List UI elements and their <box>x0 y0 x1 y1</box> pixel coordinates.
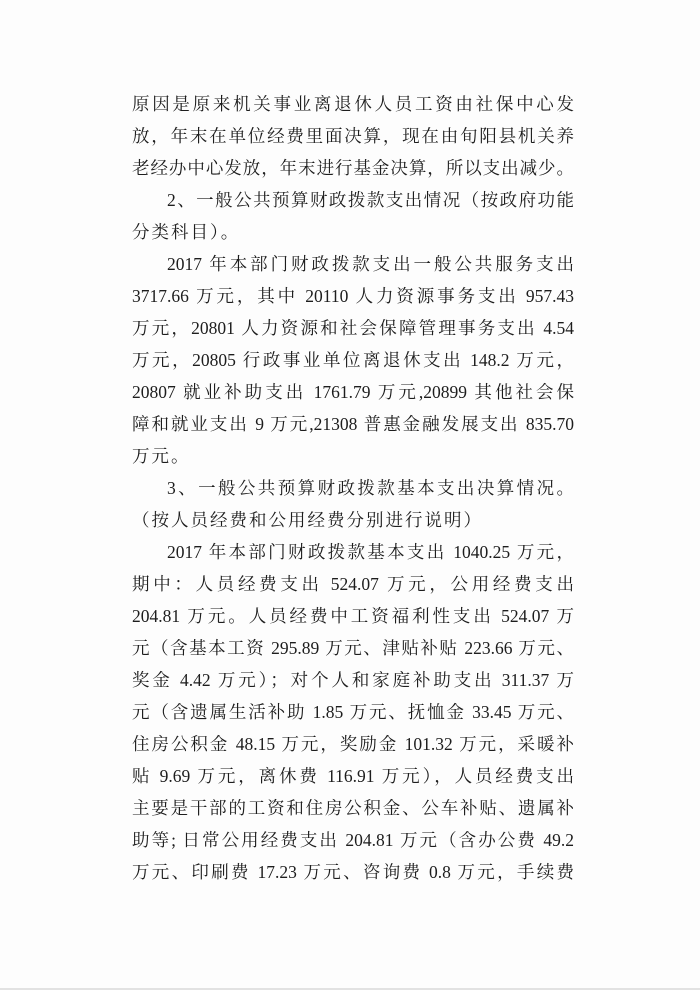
text-line: （按人员经费和公用经费分别进行说明） <box>132 510 483 530</box>
text-line: 3717.66 万元，其中 20110 人力资源事务支出 957.43 <box>132 286 574 306</box>
text-line-section-2-heading: 2、一般公共预算财政拨款支出情况（按政府功能 <box>167 190 574 210</box>
document-text-block <box>132 88 574 888</box>
text-line: 老经办中心发放，年末进行基金决算，所以支出减少。 <box>132 158 574 178</box>
text-line: 助等; 日常公用经费支出 204.81 万元（含办公费 49.2 <box>132 830 574 850</box>
text-line: 元（含基本工资 295.89 万元、津贴补贴 223.66 万元、 <box>132 638 574 658</box>
text-line: 2017 年本部门财政拨款支出一般公共服务支出 <box>167 254 574 274</box>
text-line: 分类科目）。 <box>132 222 241 242</box>
text-line: 住房公积金 48.15 万元，奖励金 101.32 万元，采暖补 <box>132 734 574 754</box>
text-line: 万元。 <box>132 446 191 466</box>
text-line: 原因是原来机关事业离退休人员工资由社保中心发 <box>132 94 574 114</box>
text-line: 期中：人员经费支出 524.07 万元，公用经费支出 <box>132 574 574 594</box>
text-line: 主要是干部的工资和住房公积金、公车补贴、遗属补 <box>132 798 574 818</box>
text-line: 20807 就业补助支出 1761.79 万元,20899 其他社会保 <box>132 382 574 402</box>
text-line: 障和就业支出 9 万元,21308 普惠金融发展支出 835.70 <box>132 414 574 434</box>
text-line: 放，年末在单位经费里面决算，现在由旬阳县机关养 <box>132 126 574 146</box>
text-line: 万元，20805 行政事业单位离退休支出 148.2 万元， <box>132 350 574 370</box>
text-line: 元（含遗属生活补助 1.85 万元、抚恤金 33.45 万元、 <box>132 702 574 722</box>
text-line: 奖金 4.42 万元）；对个人和家庭补助支出 311.37 万 <box>132 670 574 690</box>
text-line: 204.81 万元。人员经费中工资福利性支出 524.07 万 <box>132 606 574 626</box>
text-line: 万元，20801 人力资源和社会保障管理事务支出 4.54 <box>132 318 574 338</box>
text-line: 2017 年本部门财政拨款基本支出 1040.25 万元， <box>167 542 574 562</box>
text-line-section-3-heading: 3、一般公共预算财政拨款基本支出决算情况。 <box>167 478 574 498</box>
text-line: 贴 9.69 万元，离休费 116.91 万元），人员经费支出 <box>132 766 574 786</box>
text-line: 万元、印刷费 17.23 万元、咨询费 0.8 万元，手续费 <box>132 862 574 882</box>
